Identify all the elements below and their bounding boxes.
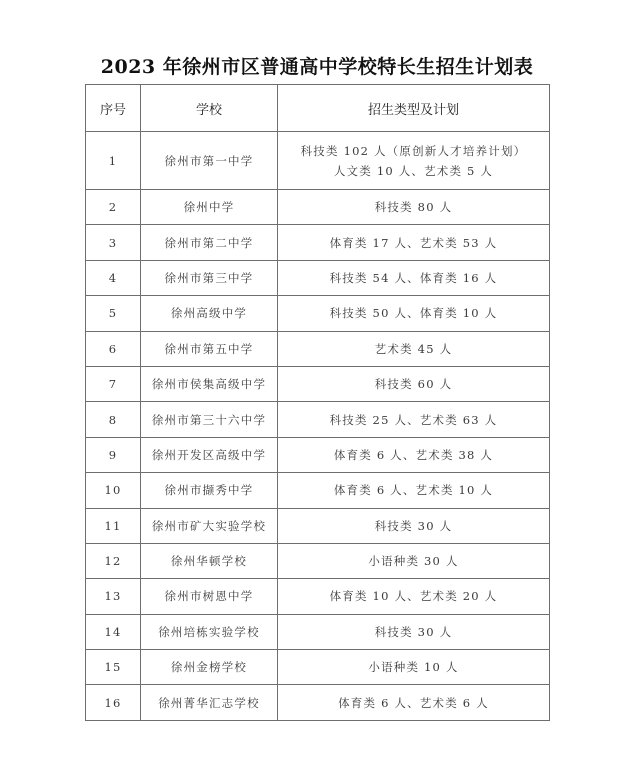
- plan-line: 科技类 30 人: [374, 518, 453, 533]
- row-number: 1: [86, 132, 141, 190]
- school-name: 徐州市第三中学: [141, 260, 278, 295]
- enrollment-plan: [278, 331, 550, 366]
- enrollment-plan: [278, 260, 550, 295]
- table-row: [86, 579, 550, 614]
- table-row: [86, 473, 550, 508]
- row-number: 10: [86, 473, 141, 508]
- row-number: 14: [86, 614, 141, 649]
- row-number: 3: [86, 225, 141, 260]
- enrollment-plan: [278, 366, 550, 401]
- row-number: 4: [86, 260, 141, 295]
- header-school: 学校: [141, 85, 278, 132]
- enrollment-plan: [278, 543, 550, 578]
- school-name: 徐州市第二中学: [141, 225, 278, 260]
- row-number: 15: [86, 650, 141, 685]
- enrollment-plan: [278, 132, 550, 190]
- header-plan: 招生类型及计划: [278, 85, 550, 132]
- header-seq: 序号: [86, 85, 141, 132]
- enrollment-plan: [278, 579, 550, 614]
- school-name: 徐州高级中学: [141, 296, 278, 331]
- table-row: [86, 650, 550, 685]
- table-row: [86, 366, 550, 401]
- school-name: 徐州中学: [141, 190, 278, 225]
- row-number: 6: [86, 331, 141, 366]
- plan-line: 科技类 50 人、体育类 10 人: [329, 306, 498, 321]
- school-name: 徐州市撷秀中学: [141, 473, 278, 508]
- plan-line: 体育类 10 人、艺术类 20 人: [329, 589, 498, 604]
- plan-line: 小语种类 30 人: [368, 554, 459, 569]
- plan-line: 艺术类 45 人: [374, 341, 453, 356]
- enrollment-plan: [278, 473, 550, 508]
- plan-line: 科技类 25 人、艺术类 63 人: [329, 412, 498, 427]
- plan-line: 科技类 30 人: [374, 624, 453, 639]
- plan-line: 体育类 6 人、艺术类 10 人: [333, 483, 494, 498]
- school-name: 徐州市侯集高级中学: [141, 366, 278, 401]
- plan-line: 科技类 102 人（原创新人才培养计划）: [300, 143, 527, 158]
- table-row: [86, 402, 550, 437]
- enrollment-plan: [278, 190, 550, 225]
- school-name: 徐州市第五中学: [141, 331, 278, 366]
- school-name: 徐州菁华汇志学校: [141, 685, 278, 720]
- table-row: [86, 296, 550, 331]
- enrollment-plan: [278, 614, 550, 649]
- plan-line: 科技类 60 人: [374, 377, 453, 392]
- enrollment-plan: [278, 225, 550, 260]
- school-name: 徐州华顿学校: [141, 543, 278, 578]
- plan-line: 体育类 17 人、艺术类 53 人: [329, 235, 498, 250]
- enrollment-plan: [278, 296, 550, 331]
- row-number: 2: [86, 190, 141, 225]
- row-number: 8: [86, 402, 141, 437]
- enrollment-plan: [278, 685, 550, 720]
- enrollment-plan: [278, 650, 550, 685]
- row-number: 5: [86, 296, 141, 331]
- school-name: 徐州开发区高级中学: [141, 437, 278, 472]
- row-number: 9: [86, 437, 141, 472]
- school-name: 徐州市矿大实验学校: [141, 508, 278, 543]
- table-row: [86, 132, 550, 190]
- enrollment-plan: [278, 402, 550, 437]
- enrollment-plan: [278, 437, 550, 472]
- table-row: [86, 190, 550, 225]
- row-number: 12: [86, 543, 141, 578]
- row-number: 11: [86, 508, 141, 543]
- table-row: [86, 508, 550, 543]
- row-number: 7: [86, 366, 141, 401]
- table-row: [86, 614, 550, 649]
- enrollment-plan-table: [85, 84, 550, 721]
- school-name: 徐州培栋实验学校: [141, 614, 278, 649]
- school-name: 徐州市第一中学: [141, 132, 278, 190]
- plan-line: 体育类 6 人、艺术类 6 人: [338, 695, 489, 710]
- page-title: 2023 年徐州市区普通高中学校特长生招生计划表: [100, 56, 534, 78]
- table-row: [86, 331, 550, 366]
- table-row: [86, 685, 550, 720]
- enrollment-plan: [278, 508, 550, 543]
- plan-line: 科技类 80 人: [374, 200, 453, 215]
- row-number: 13: [86, 579, 141, 614]
- plan-line: 人文类 10 人、艺术类 5 人: [333, 163, 494, 178]
- plan-line: 科技类 54 人、体育类 16 人: [329, 270, 498, 285]
- table-row: [86, 437, 550, 472]
- table-header-row: [86, 85, 550, 132]
- table-row: [86, 260, 550, 295]
- school-name: 徐州市树恩中学: [141, 579, 278, 614]
- table-body: [86, 132, 550, 721]
- row-number: 16: [86, 685, 141, 720]
- plan-line: 小语种类 10 人: [368, 660, 459, 675]
- table-row: [86, 225, 550, 260]
- school-name: 徐州金榜学校: [141, 650, 278, 685]
- table-row: [86, 543, 550, 578]
- plan-line: 体育类 6 人、艺术类 38 人: [333, 447, 494, 462]
- school-name: 徐州市第三十六中学: [141, 402, 278, 437]
